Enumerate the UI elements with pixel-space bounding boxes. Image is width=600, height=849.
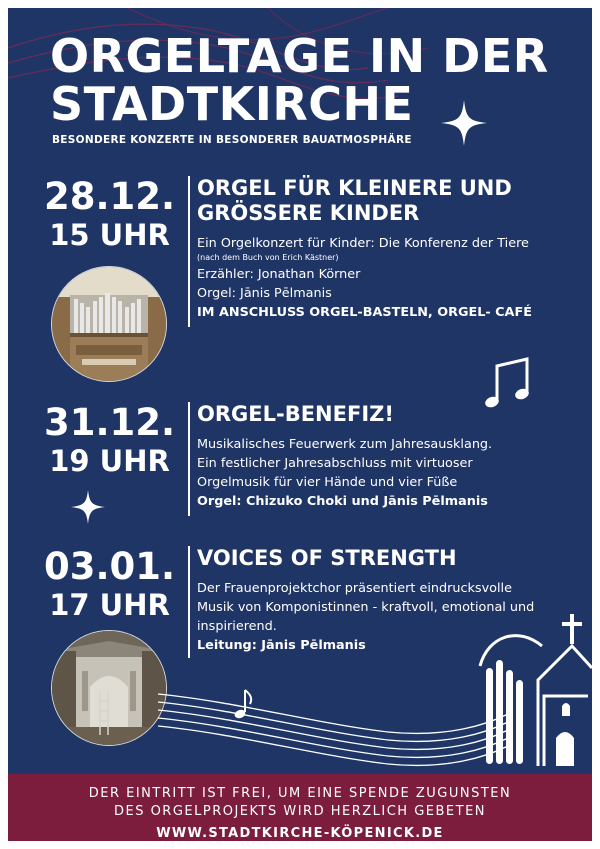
event-1-description: Ein Orgelkonzert für Kinder: Die Konferenz der Tiere [197, 236, 529, 251]
event-1-divider [188, 176, 190, 327]
event-3-line-3: inspirierend. [197, 619, 277, 634]
event-2-details [197, 402, 567, 511]
event-1-title: ORGEL FÜR KLEINERE UND GRÖSSERE KINDER [197, 176, 512, 225]
event-2-organ: Orgel: Chizuko Choki und Jānis Pēlmanis [197, 494, 488, 509]
event-1-date: 28.12. [43, 175, 176, 218]
event-3-line-2: Musik von Komponistinnen - kraftvoll, emotional und [197, 600, 535, 615]
event-1-organ: Orgel: Jānis Pēlmanis [197, 286, 332, 301]
event-2-line-1: Musikalisches Feuerwerk zum Jahresausklang. [197, 437, 493, 452]
sparkle-star-icon [441, 100, 487, 146]
footer-line-1: DER EINTRITT IST FREI, UM EINE SPENDE ZUGUNSTEN [88, 786, 512, 801]
event-1-datetime [42, 176, 177, 252]
event-2-time: 19 UHR [49, 444, 170, 478]
event-2-datetime [42, 402, 177, 478]
event-2-line-3: Orgelmusik für vier Hände und vier Füße [197, 475, 458, 490]
event-3-leader: Leitung: Jānis Pēlmanis [197, 638, 366, 653]
organ-photo [51, 266, 167, 382]
poster-subtitle: BESONDERE KONZERTE IN BESONDERER BAUATMOSPHÄRE [52, 134, 412, 146]
footer-line-2: DES ORGELPROJEKTS WIRD HERZLICH GEBETEN [113, 804, 487, 819]
sparkle-star-icon [71, 490, 105, 524]
event-1-note: (nach dem Buch von Erich Kästner) [197, 253, 339, 262]
event-1-details [197, 176, 567, 322]
event-1-extra: IM ANSCHLUSS ORGEL-BASTELN, ORGEL- CAFÉ [197, 305, 532, 320]
event-2-line-2: Ein festlicher Jahresabschluss mit virtuoser [197, 456, 473, 471]
title-line-2: STADTKIRCHE [50, 77, 414, 131]
church-interior-photo [51, 630, 167, 746]
church-music-illustration [158, 606, 592, 774]
poster [8, 8, 592, 841]
event-3-line-1: Der Frauenprojektchor präsentiert eindrucksvolle [197, 581, 512, 596]
event-3-datetime [42, 546, 177, 622]
event-2-divider [188, 402, 190, 516]
footer-banner [8, 774, 592, 841]
event-1-narrator: Erzähler: Jonathan Körner [197, 267, 361, 282]
event-1-time: 15 UHR [49, 218, 170, 252]
footer-website-link[interactable]: WWW.STADTKIRCHE-KÖPENICK.DE [156, 826, 444, 841]
event-3-date: 03.01. [43, 545, 176, 588]
event-3-title: VOICES OF STRENGTH [197, 546, 457, 570]
event-2-title: ORGEL-BENEFIZ! [197, 402, 394, 426]
event-2-date: 31.12. [43, 401, 176, 444]
title-line-1: ORGELTAGE IN DER [50, 29, 549, 83]
event-3-time: 17 UHR [49, 588, 170, 622]
